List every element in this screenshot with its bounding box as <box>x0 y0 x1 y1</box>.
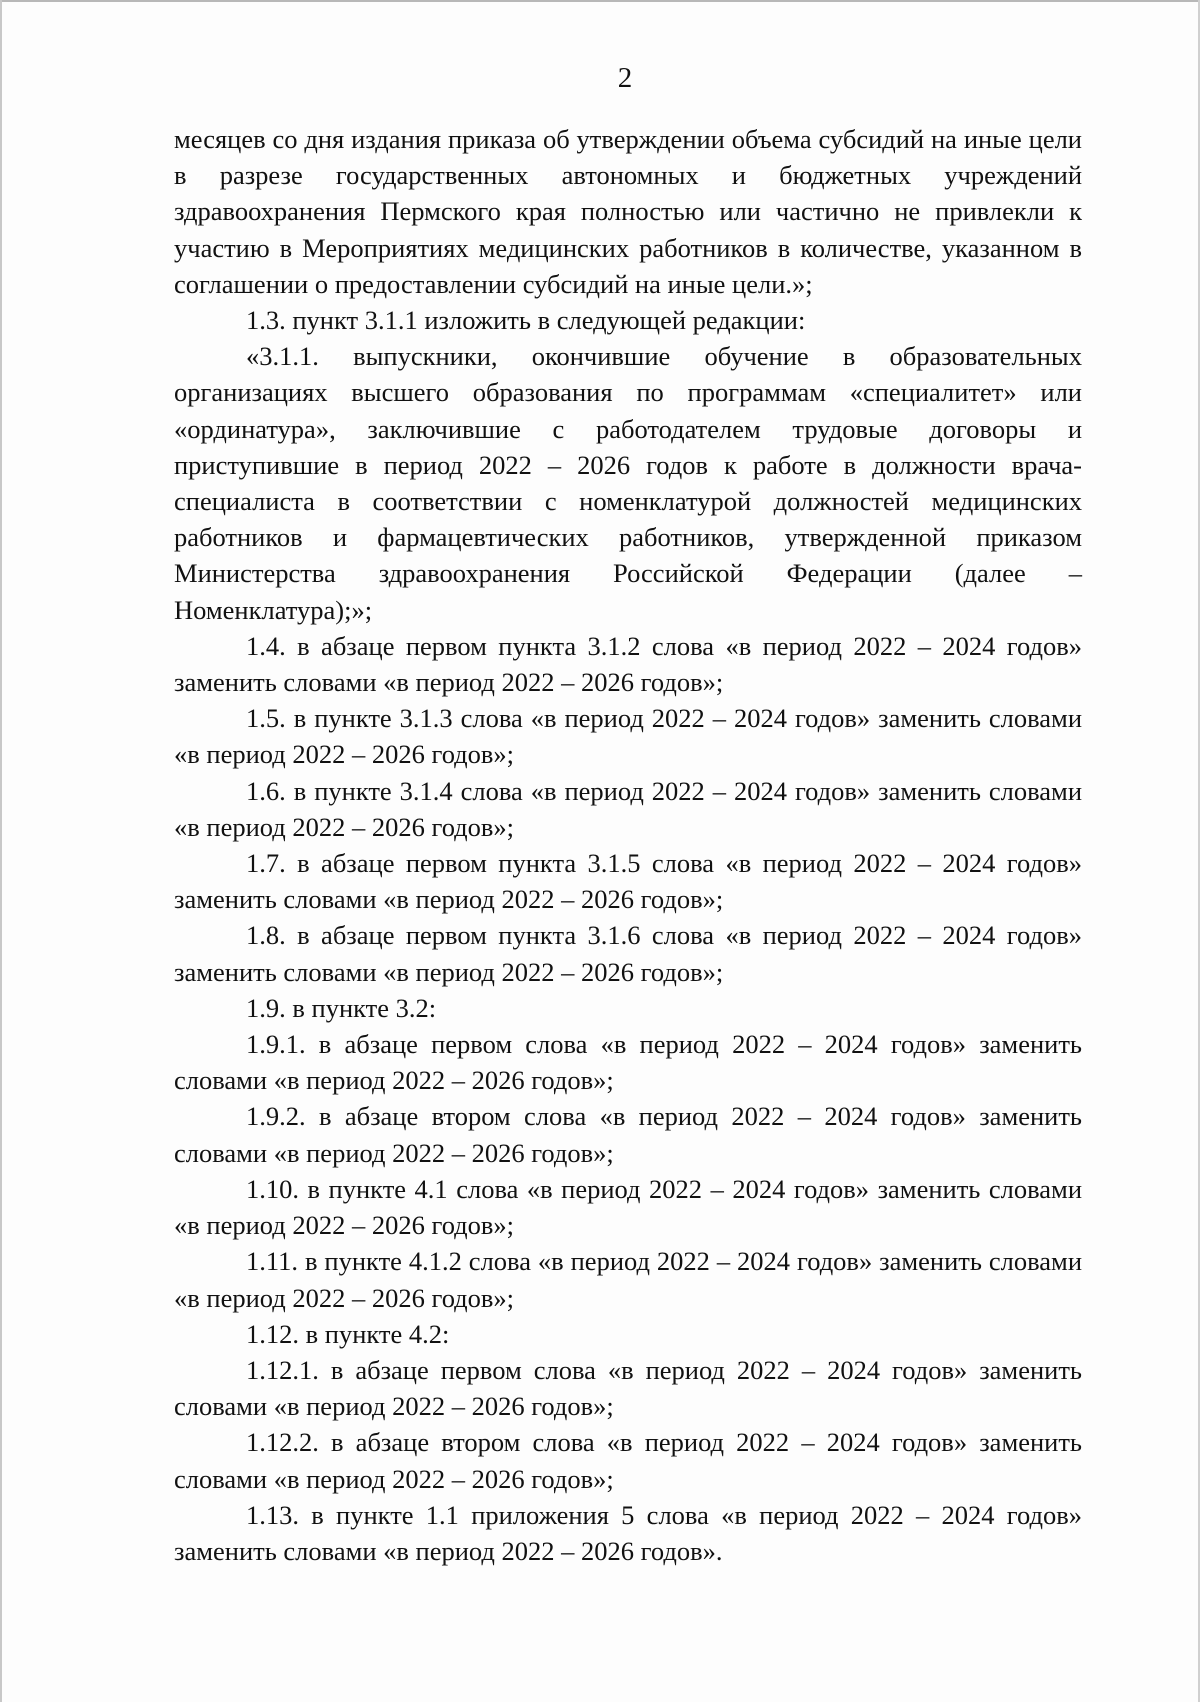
paragraph-item-1-9-2: 1.9.2. в абзаце втором слова «в период 2022 – 2024 годов» заменить словами «в период 2022 – 2026 годов»; <box>174 1101 1082 1168</box>
paragraph-item-1-13: 1.13. в пункте 1.1 приложения 5 слова «в период 2022 – 2024 годов» заменить словами «в период 2022 – 2026 годов». <box>174 1499 1082 1566</box>
paragraph-item-1-9: 1.9. в пункте 3.2: <box>246 992 437 1023</box>
paragraph-item-3-1-1: «3.1.1. выпускники, окончившие обучение в образовательных организациях высшего образования по программам «специалитет» или «ординатура», заключившие с работодателем трудовые договоры и приступившие в период 2022 – 2026 годов к работе в должности врача-специалиста в соответствии с номенклатурой должностей медицинских работников и фармацевтических работников, утвержденной приказом Министерства здравоохранения Российской Федерации (далее – Номенклатура);»; <box>174 341 1082 625</box>
paragraph-item-1-6: 1.6. в пункте 3.1.4 слова «в период 2022 – 2024 годов» заменить словами «в период 2022 – 2026 годов»; <box>174 775 1082 842</box>
paragraph-item-1-7: 1.7. в абзаце первом пункта 3.1.5 слова «в период 2022 – 2024 годов» заменить словами «в период 2022 – 2026 годов»; <box>174 848 1082 915</box>
paragraph-item-1-11: 1.11. в пункте 4.1.2 слова «в период 2022 – 2024 годов» заменить словами «в период 2022 – 2026 годов»; <box>174 1246 1082 1313</box>
paragraph-item-1-4: 1.4. в абзаце первом пункта 3.1.2 слова «в период 2022 – 2024 годов» заменить словами «в период 2022 – 2026 годов»; <box>174 630 1082 698</box>
paragraph-item-1-3: 1.3. пункт 3.1.1 изложить в следующей редакции: <box>246 305 806 336</box>
scan-edge-left <box>0 0 2 1702</box>
document-body <box>174 121 1082 1569</box>
paragraph-continuation: месяцев со дня издания приказа об утверждении объема субсидий на иные цели в разрезе государственных автономных и бюджетных учреждений здравоохранения Пермского края полностью или частично не привлекли к участию в Мероприятиях медицинских работников в количестве, указанном в соглашении о предоставлении субсидий на иные цели.»; <box>174 124 1082 299</box>
paragraph-item-1-12-2: 1.12.2. в абзаце втором слова «в период 2022 – 2024 годов» заменить словами «в период 2022 – 2026 годов»; <box>174 1427 1082 1494</box>
paragraph-item-1-10: 1.10. в пункте 4.1 слова «в период 2022 – 2024 годов» заменить словами «в период 2022 – 2026 годов»; <box>174 1173 1082 1241</box>
paragraph-item-1-8: 1.8. в абзаце первом пункта 3.1.6 слова «в период 2022 – 2024 годов» заменить словами «в период 2022 – 2026 годов»; <box>174 920 1082 987</box>
scan-edge-top <box>0 0 1200 2</box>
page-number: 2 <box>617 62 633 94</box>
paragraph-item-1-5: 1.5. в пункте 3.1.3 слова «в период 2022 – 2024 годов» заменить словами «в период 2022 – 2026 годов»; <box>174 703 1082 770</box>
paragraph-item-1-12-1: 1.12.1. в абзаце первом слова «в период 2022 – 2024 годов» заменить словами «в период 2022 – 2026 годов»; <box>174 1354 1082 1422</box>
paragraph-item-1-9-1: 1.9.1. в абзаце первом слова «в период 2022 – 2024 годов» заменить словами «в период 2022 – 2026 годов»; <box>174 1029 1082 1096</box>
paragraph-item-1-12: 1.12. в пункте 4.2: <box>246 1318 450 1349</box>
